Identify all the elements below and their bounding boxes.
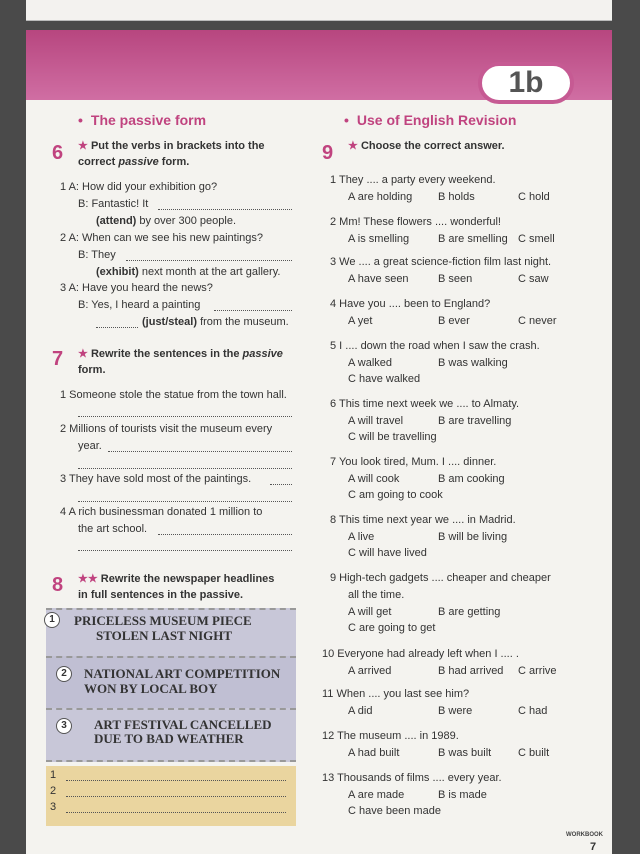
ex9-q6-option-b[interactable]: B are travelling xyxy=(438,415,512,427)
headline-1-line2: STOLEN LAST NIGHT xyxy=(96,628,233,643)
ex6-line-3-rest: by over 300 people. xyxy=(136,215,237,227)
ex7-blank-2a[interactable] xyxy=(108,450,292,452)
ex6-line-8: B: Yes, I heard a painting xyxy=(78,299,201,311)
ex9-q2-option-c[interactable]: C smell xyxy=(518,233,555,245)
headline-2 xyxy=(46,656,296,710)
workbook-page xyxy=(26,30,612,854)
ex9-question-13: 13 Thousands of films .... every year. xyxy=(322,772,502,784)
ex6-blank-3[interactable] xyxy=(214,309,292,311)
ex6-verb-exhibit: (exhibit) xyxy=(96,266,139,278)
ex8-answer-label-3: 3 xyxy=(50,801,57,813)
ex8-answer-line-1[interactable] xyxy=(66,779,286,781)
ex9-q3-option-b[interactable]: B seen xyxy=(438,273,473,285)
ex7-blank-4a[interactable] xyxy=(158,533,292,535)
ex9-question-7: 7 You look tired, Mum. I .... dinner. xyxy=(330,456,497,468)
ex9-q9-option-b[interactable]: B are getting xyxy=(438,606,501,618)
ex9-q8-option-b[interactable]: B will be living xyxy=(438,531,508,543)
ex7-sentence-4b: the art school. xyxy=(78,523,148,535)
ex9-q8-option-c[interactable]: C will have lived xyxy=(348,547,427,559)
exercise-9-instructions xyxy=(348,138,505,154)
ex9-q10-option-a[interactable]: A arrived xyxy=(348,665,392,677)
ex9-question-12: 12 The museum .... in 1989. xyxy=(322,730,459,742)
star-icon: ★ xyxy=(78,140,88,152)
ex9-q11-option-b[interactable]: B were xyxy=(438,705,473,717)
ex9-q7-option-a[interactable]: A will cook xyxy=(348,473,400,485)
ex9-q4-option-c[interactable]: C never xyxy=(518,315,557,327)
ex9-q11-option-a[interactable]: A did xyxy=(348,705,373,717)
ex8-answer-box xyxy=(46,766,296,826)
ex6-line-9 xyxy=(142,316,289,329)
ex7-blank-2b[interactable] xyxy=(78,467,292,469)
ex9-q6-option-c[interactable]: C will be travelling xyxy=(348,431,437,443)
ex8-answer-label-2: 2 xyxy=(50,785,57,797)
ex6-line-4: 2 A: When can we see his new paintings? xyxy=(60,232,264,244)
headline-1-line1: PRICELESS MUSEUM PIECE xyxy=(74,613,252,628)
ex6-instr-line1: Put the verbs in brackets into the xyxy=(90,140,265,152)
ex9-q9-option-a[interactable]: A will get xyxy=(348,606,392,618)
ex9-q12-option-a[interactable]: A had built xyxy=(348,747,400,759)
ex6-instr-line2b: passive xyxy=(118,156,159,168)
headline-2-line2: WON BY LOCAL BOY xyxy=(84,681,218,696)
ex9-question-10: 10 Everyone had already left when I .... . xyxy=(322,648,519,660)
ex7-instr-line1a: Rewrite the sentences in the xyxy=(90,348,243,360)
ex9-q5-option-b[interactable]: B was walking xyxy=(438,357,508,369)
right-section-title: • Use of English Revision xyxy=(344,112,517,128)
ex9-q7-option-b[interactable]: B am cooking xyxy=(438,473,505,485)
ex7-blank-1[interactable] xyxy=(78,415,292,417)
ex7-sentence-3: 3 They have sold most of the paintings. xyxy=(60,473,252,485)
ex9-question-6: 6 This time next week we .... to Almaty. xyxy=(330,398,520,410)
exercise-8-number: 8 xyxy=(52,574,64,596)
ex6-blank-1[interactable] xyxy=(158,208,292,210)
ex7-sentence-1: 1 Someone stole the statue from the town hall. xyxy=(60,389,287,401)
ex9-q6-option-a[interactable]: A will travel xyxy=(348,415,404,427)
ex6-line-7: 3 A: Have you heard the news? xyxy=(60,282,213,294)
ex6-verb-attend: (attend) xyxy=(96,215,137,227)
ex6-line-6 xyxy=(96,266,280,279)
ex9-question-9: 9 High-tech gadgets .... cheaper and cheaper xyxy=(330,572,551,584)
ex7-instr-line2: form. xyxy=(78,364,106,376)
ex9-q1-option-a[interactable]: A are holding xyxy=(348,191,413,203)
ex9-q7-option-c[interactable]: C am going to cook xyxy=(348,489,443,501)
left-section-title: • The passive form xyxy=(78,112,207,128)
ex9-q10-option-b[interactable]: B had arrived xyxy=(438,665,504,677)
ex6-blank-2[interactable] xyxy=(126,259,292,261)
ex9-q12-option-c[interactable]: C built xyxy=(518,747,550,759)
exercise-6-instructions xyxy=(78,138,265,170)
headline-3-line1: ART FESTIVAL CANCELLED xyxy=(94,717,272,732)
previous-page-edge xyxy=(26,0,612,21)
ex6-instr-line2c: form. xyxy=(158,156,190,168)
star-icon: ★★ xyxy=(78,573,98,585)
headline-1-number: 1 xyxy=(44,612,60,628)
ex6-verb-steal: (just/steal) xyxy=(142,316,198,328)
ex6-line-9-rest: from the museum. xyxy=(197,316,289,328)
ex7-blank-3b[interactable] xyxy=(78,500,292,502)
headline-3-number: 3 xyxy=(56,718,72,734)
ex9-question-1: 1 They .... a party every weekend. xyxy=(330,174,496,186)
ex9-question-3: 3 We .... a great science-fiction film last night. xyxy=(330,256,552,268)
ex8-answer-line-2[interactable] xyxy=(66,795,286,797)
ex9-q10-option-c[interactable]: C arrive xyxy=(518,665,557,677)
ex9-q9-option-c[interactable]: C are going to get xyxy=(348,622,436,634)
ex9-q1-option-b[interactable]: B holds xyxy=(438,191,475,203)
ex9-q13-option-b[interactable]: B is made xyxy=(438,789,487,801)
ex9-question-8: 8 This time next year we .... in Madrid. xyxy=(330,514,516,526)
ex9-q3-option-a[interactable]: A have seen xyxy=(348,273,409,285)
right-section-title-text: Use of English Revision xyxy=(356,112,517,128)
ex9-question-4: 4 Have you .... been to England? xyxy=(330,298,491,310)
exercise-6-number: 6 xyxy=(52,142,64,164)
ex9-q1-option-c[interactable]: C hold xyxy=(518,191,550,203)
exercise-8-instructions xyxy=(78,571,274,603)
ex7-blank-4b[interactable] xyxy=(78,549,292,551)
ex9-q5-option-c[interactable]: C have walked xyxy=(348,373,421,385)
ex9-q2-option-b[interactable]: B are smelling xyxy=(438,233,508,245)
ex9-q5-option-a[interactable]: A walked xyxy=(348,357,393,369)
ex9-question-5: 5 I .... down the road when I saw the crash. xyxy=(330,340,540,352)
ex9-q13-option-a[interactable]: A are made xyxy=(348,789,405,801)
ex9-q4-option-b[interactable]: B ever xyxy=(438,315,470,327)
ex9-q12-option-b[interactable]: B was built xyxy=(438,747,492,759)
exercise-9-number: 9 xyxy=(322,142,334,164)
ex6-line-1: 1 A: How did your exhibition go? xyxy=(60,181,218,193)
footer-workbook-label: WORKBOOK xyxy=(566,832,603,838)
ex6-line-5: B: They xyxy=(78,249,116,261)
exercise-7-instructions xyxy=(78,346,283,378)
unit-badge: 1b xyxy=(478,62,574,104)
ex6-instr-line2a: correct xyxy=(78,156,119,168)
ex9-instr-text: Choose the correct answer. xyxy=(360,140,505,152)
ex8-instr-line1: Rewrite the newspaper headlines xyxy=(100,573,275,585)
ex6-blank-4[interactable] xyxy=(96,326,138,328)
headline-2-number: 2 xyxy=(56,666,72,682)
left-section-title-text: The passive form xyxy=(90,112,207,128)
ex9-question-9-cont: all the time. xyxy=(348,589,405,601)
exercise-7-number: 7 xyxy=(52,348,64,370)
ex7-sentence-2b: year. xyxy=(78,440,102,452)
page-number: 7 xyxy=(590,841,597,853)
ex9-question-2: 2 Mm! These flowers .... wonderful! xyxy=(330,216,501,228)
ex9-q13-option-c[interactable]: C have been made xyxy=(348,805,441,817)
ex9-q2-option-a[interactable]: A is smelling xyxy=(348,233,410,245)
headline-1 xyxy=(46,608,296,658)
headline-3-line2: DUE TO BAD WEATHER xyxy=(94,731,244,746)
headline-3 xyxy=(46,708,296,762)
ex9-q3-option-c[interactable]: C saw xyxy=(518,273,549,285)
ex9-question-11: 11 When .... you last see him? xyxy=(322,688,470,700)
ex7-instr-line1b: passive xyxy=(242,348,283,360)
headline-2-line1: NATIONAL ART COMPETITION xyxy=(84,666,281,681)
ex8-instr-line2: in full sentences in the passive. xyxy=(78,589,244,601)
ex6-line-6-rest: next month at the art gallery. xyxy=(138,266,281,278)
ex8-answer-line-3[interactable] xyxy=(66,811,286,813)
star-icon: ★ xyxy=(348,140,358,152)
ex8-answer-label-1: 1 xyxy=(50,769,57,781)
ex6-line-2: B: Fantastic! It xyxy=(78,198,149,210)
ex9-q11-option-c[interactable]: C had xyxy=(518,705,548,717)
star-icon: ★ xyxy=(78,348,88,360)
ex9-q4-option-a[interactable]: A yet xyxy=(348,315,373,327)
ex7-blank-3a[interactable] xyxy=(270,483,292,485)
ex9-q8-option-a[interactable]: A live xyxy=(348,531,375,543)
ex6-line-3 xyxy=(96,215,236,228)
ex7-sentence-2a: 2 Millions of tourists visit the museum every xyxy=(60,423,273,435)
ex7-sentence-4a: 4 A rich businessman donated 1 million to xyxy=(60,506,263,518)
